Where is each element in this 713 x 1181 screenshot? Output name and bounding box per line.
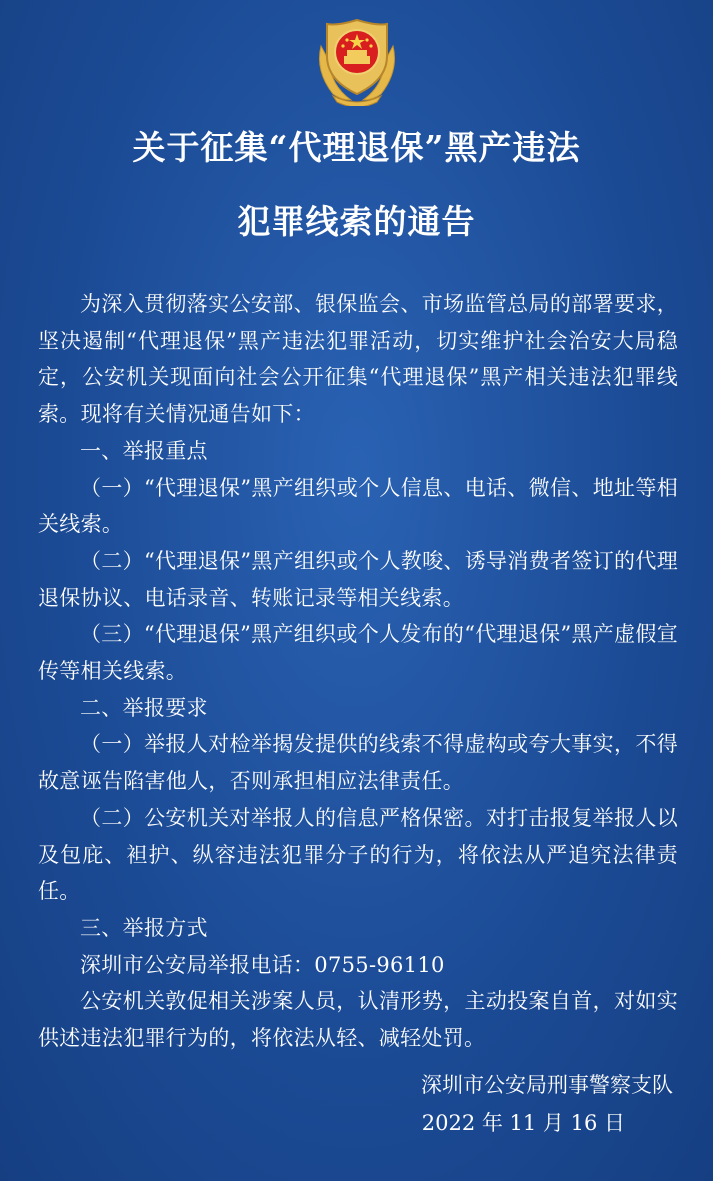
police-emblem-icon [311, 16, 403, 106]
closing-paragraph: 公安机关敦促相关涉案人员，认清形势，主动投案自首，对如实供述违法犯罪行为的，将依法从轻、减轻处罚。 [38, 989, 678, 1051]
requirement-item-1: （一）举报人对检举揭发提供的线索不得虚构或夸大事实，不得故意诬告陷害他人，否则承担相应法律责任。 [38, 732, 678, 794]
requirement-item-2: （二）公安机关对举报人的信息严格保密。对打击报复举报人以及包庇、袒护、纵容违法犯罪分子的行为，将依法从严追究法律责任。 [38, 805, 678, 904]
issue-date: 2022 年 11 月 16 日 [421, 1111, 625, 1135]
issuing-organization: 深圳市公安局刑事警察支队 [421, 1073, 673, 1097]
focus-item-1: （一）“代理退保”黑产组织或个人信息、电话、微信、地址等相关线索。 [38, 475, 678, 537]
section-heading-report-focus: 一、举报重点 [80, 438, 208, 463]
notice-body [38, 286, 678, 1057]
section-heading-report-method: 三、举报方式 [80, 915, 208, 940]
notice-title-line2: 犯罪线索的通告 [237, 202, 476, 241]
report-hotline: 深圳市公安局举报电话：0755-96110 [80, 952, 445, 977]
focus-item-2: （二）“代理退保”黑产组织或个人教唆、诱导消费者签订的代理退保协议、电话录音、转账记录等相关线索。 [38, 548, 678, 610]
notice-title-line1: 关于征集“代理退保”黑产违法 [132, 128, 581, 167]
section-heading-report-requirements: 二、举报要求 [80, 695, 208, 720]
intro-paragraph: 为深入贯彻落实公安部、银保监会、市场监管总局的部署要求，坚决遏制“代理退保”黑产违法犯罪活动，切实维护社会治安大局稳定，公安机关现面向社会公开征集“代理退保”黑产相关违法犯罪线索。现将有关情况通告如下： [38, 292, 678, 427]
signature-block [421, 1066, 673, 1142]
focus-item-3: （三）“代理退保”黑产组织或个人发布的“代理退保”黑产虚假宣传等相关线索。 [38, 622, 678, 684]
